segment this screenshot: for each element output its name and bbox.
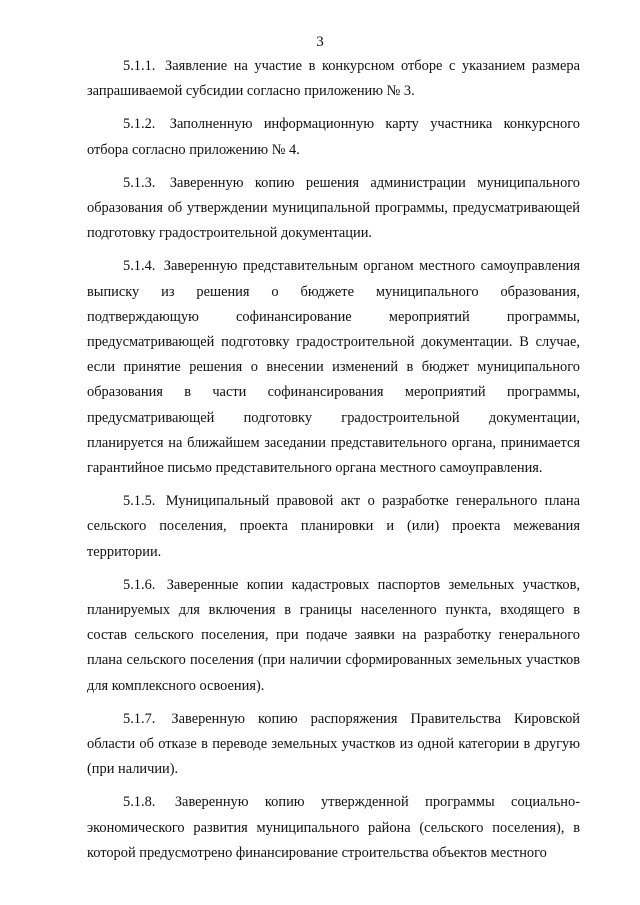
paragraph-text: Заявление на участие в конкурсном отборе с указанием размера запрашиваемой субсидии согласно приложению № 3. [87,58,580,100]
paragraph-number: 5.1.6. [123,576,156,593]
paragraph-5-1-1 [87,54,580,104]
paragraph-number: 5.1.2. [123,116,156,133]
paragraph-number: 5.1.8. [123,794,156,811]
paragraph-5-1-2 [87,112,580,162]
paragraph-5-1-6 [87,573,580,699]
paragraph-number: 5.1.3. [123,174,156,191]
paragraph-text: Заверенные копии кадастровых паспортов земельных участков, планируемых для включения в границы населенного пункта, входящего в состав сельского поселения, при подаче заявки на разработку генерального плана сельского поселения (при наличии сформированных земельных участков для комплексного освоения). [87,576,580,694]
paragraph-text: Заверенную представительным органом местного самоуправления выписку из решения о бюджете муниципального образования, подтверждающую софинансирование мероприятий программы, предусматривающей подготовку градостроительной документации. В случае, если принятие решения о внесении изменений в бюджет муниципального образования в части софинансирования мероприятий программы, предусматривающей подготовку градостроительной документации, планируется на ближайшем заседании представительного органа, принимается гарантийное письмо представительного органа местного самоуправления. [87,258,580,477]
paragraph-5-1-4 [87,254,580,481]
paragraph-text: Заверенную копию решения администрации муниципального образования об утверждении муниципальной программы, предусматривающей подготовку градостроительной документации. [87,174,580,242]
paragraph-text: Муниципальный правовой акт о разработке генерального плана сельского поселения, проекта планировки и (или) проекта межевания территории. [87,493,580,560]
paragraph-text: Заполненную информационную карту участника конкурсного отбора согласно приложению № 4. [87,116,580,158]
paragraph-text: Заверенную копию утвержденной программы социально-экономического развития муниципального района (сельского поселения), в которой предусмотрено финансирование строительства объектов местного [87,794,580,861]
paragraph-number: 5.1.1. [123,58,156,74]
paragraph-text: Заверенную копию распоряжения Правительства Кировской области об отказе в переводе земельных участков из одной категории в другую (при наличии). [87,710,580,778]
page-number: 3 [316,34,324,50]
paragraph-5-1-5 [87,489,580,565]
document-body [87,54,580,874]
paragraph-number: 5.1.4. [123,258,156,275]
paragraph-number: 5.1.7. [123,710,156,727]
paragraph-5-1-3 [87,171,580,247]
paragraph-5-1-8 [87,790,580,866]
paragraph-number: 5.1.5. [123,493,156,510]
paragraph-5-1-7 [87,707,580,783]
